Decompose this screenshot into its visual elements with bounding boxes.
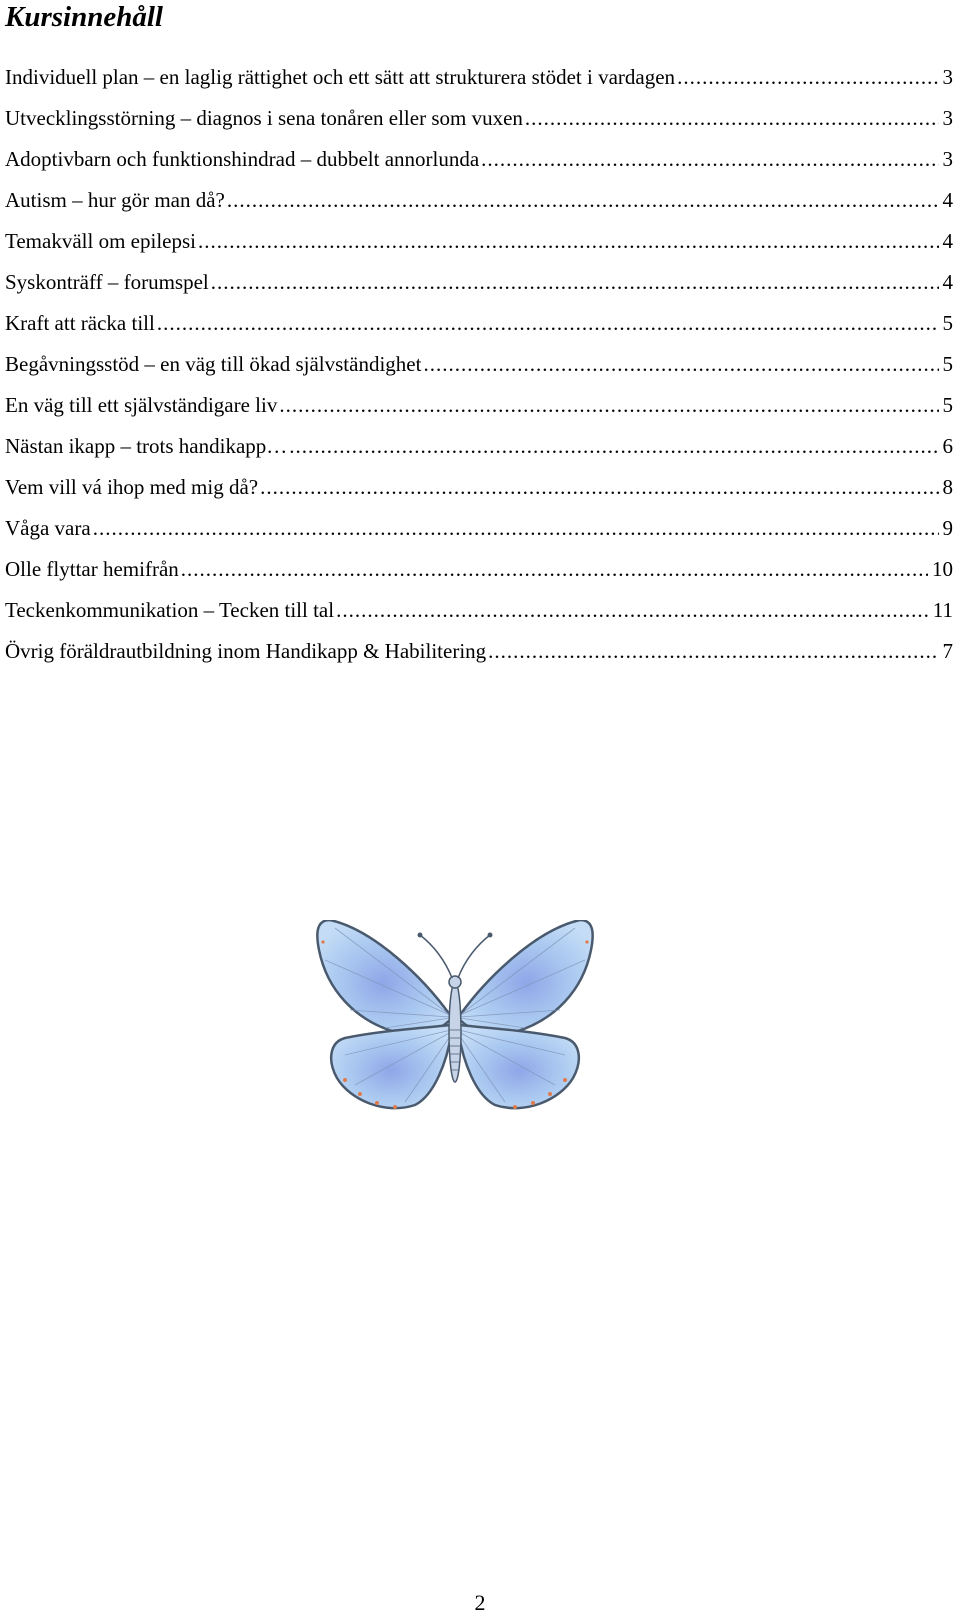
toc-dot-leader: [336, 596, 929, 624]
butterfly-icon: [315, 920, 595, 1120]
toc-dot-leader: [423, 350, 938, 378]
toc-entry-title: Kraft att räcka till: [5, 311, 155, 335]
toc-entry[interactable]: [5, 514, 953, 555]
toc-entry[interactable]: [5, 432, 953, 473]
toc-entry-title: Temakväll om epilepsi: [5, 229, 196, 253]
toc-entry-title: Övrig föräldrautbildning inom Handikapp & Habilitering: [5, 639, 487, 663]
toc-dot-leader: [157, 309, 939, 337]
toc-dot-leader: [93, 514, 939, 542]
toc-entry[interactable]: [5, 473, 953, 514]
toc-entry-title: Olle flyttar hemifrån: [5, 557, 179, 581]
toc-dot-leader: [289, 432, 938, 460]
toc-entry[interactable]: [5, 309, 953, 350]
toc-entry-page: 4: [942, 270, 953, 294]
table-of-contents: [5, 63, 953, 678]
toc-entry-page: 3: [942, 65, 953, 89]
toc-dot-leader: [481, 145, 938, 173]
toc-entry-title: Syskonträff – forumspel: [5, 270, 209, 294]
page-heading: Kursinnehåll: [5, 1, 163, 33]
toc-entry-title: Vem vill vá ihop med mig då?: [5, 475, 259, 499]
toc-entry[interactable]: [5, 391, 953, 432]
toc-dot-leader: [260, 473, 938, 501]
toc-dot-leader: [181, 555, 928, 583]
toc-entry-title: Begåvningsstöd – en väg till ökad självständighet: [5, 352, 422, 376]
toc-entry[interactable]: [5, 63, 953, 104]
toc-dot-leader: [279, 391, 938, 419]
toc-entry-page: 7: [942, 639, 953, 663]
toc-entry-page: 11: [932, 598, 953, 622]
toc-entry[interactable]: [5, 227, 953, 268]
toc-entry-title: Autism – hur gör man då?: [5, 188, 225, 212]
toc-entry[interactable]: [5, 145, 953, 186]
toc-dot-leader: [525, 104, 939, 132]
toc-entry[interactable]: [5, 596, 953, 637]
page-number: 2: [474, 1590, 486, 1615]
toc-entry-title: Individuell plan – en laglig rättighet och ett sätt att strukturera stödet i vardagen: [5, 65, 676, 89]
toc-entry[interactable]: [5, 350, 953, 391]
toc-entry[interactable]: [5, 104, 953, 145]
toc-entry[interactable]: [5, 186, 953, 227]
toc-entry-title: Nästan ikapp – trots handikapp…: [5, 434, 288, 458]
toc-entry-title: Utvecklingsstörning – diagnos i sena tonåren eller som vuxen: [5, 106, 523, 130]
toc-entry-page: 6: [942, 434, 953, 458]
toc-entry-page: 5: [942, 393, 953, 417]
toc-entry-title: Våga vara: [5, 516, 91, 540]
toc-entry-page: 8: [942, 475, 953, 499]
toc-dot-leader: [488, 637, 938, 665]
toc-entry-page: 3: [942, 106, 953, 130]
toc-entry-title: Adoptivbarn och funktionshindrad – dubbelt annorlunda: [5, 147, 480, 171]
toc-dot-leader: [677, 63, 938, 91]
toc-dot-leader: [211, 268, 939, 296]
toc-entry-page: 4: [942, 188, 953, 212]
toc-dot-leader: [227, 186, 939, 214]
toc-dot-leader: [198, 227, 939, 255]
toc-entry-page: 3: [942, 147, 953, 171]
toc-entry[interactable]: [5, 637, 953, 678]
toc-entry-page: 4: [942, 229, 953, 253]
toc-entry-page: 10: [932, 557, 953, 581]
toc-entry-page: 9: [942, 516, 953, 540]
toc-entry-page: 5: [942, 311, 953, 335]
toc-entry-title: En väg till ett självständigare liv: [5, 393, 278, 417]
toc-entry-page: 5: [942, 352, 953, 376]
toc-entry[interactable]: [5, 555, 953, 596]
toc-entry-title: Teckenkommunikation – Tecken till tal: [5, 598, 335, 622]
toc-entry[interactable]: [5, 268, 953, 309]
